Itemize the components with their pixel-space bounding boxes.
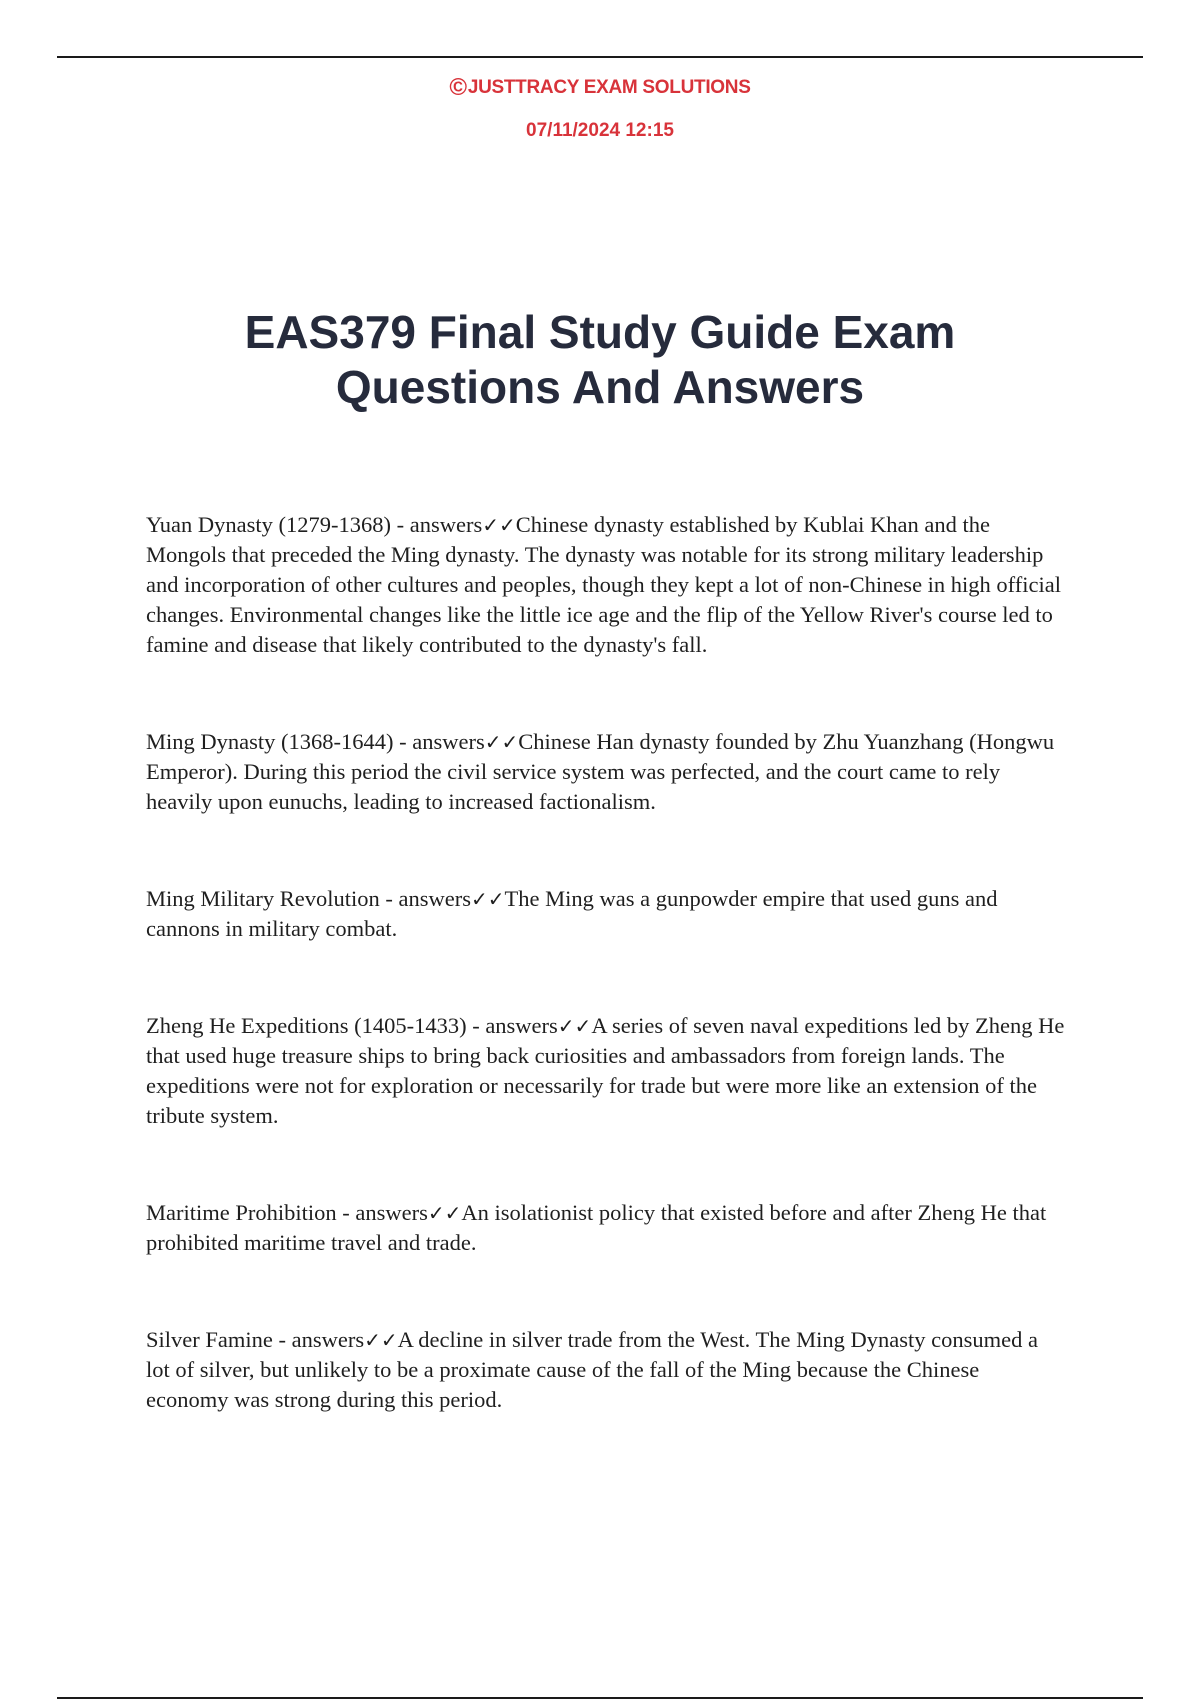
header-divider [57,56,1143,58]
entry-definition: The Ming was a gunpowder empire that used guns and cannons in military combat. [146,886,998,941]
checkmark-icon: ✓✓ [557,1014,592,1038]
qa-entry-ming-military-revolution: Ming Military Revolution - answers✓✓The Ming was a gunpowder empire that used guns and cannons in military combat. [146,886,998,941]
checkmark-icon: ✓✓ [482,513,516,537]
qa-entry-silver-famine: Silver Famine - answers✓✓A decline in silver trade from the West. The Ming Dynasty consumed a lot of silver, but unlikely to be a proximate cause of the fall of the Ming because the Chinese economy was strong during this period. [146,1327,1038,1412]
entry-term: Silver Famine [146,1327,273,1352]
entry-definition: An isolationist policy that existed before and after Zheng He that prohibited maritime travel and trade. [146,1200,1047,1255]
brand-text: JUSTTRACY EXAM SOLUTIONS [467,77,751,98]
title-line-2: Questions And Answers [335,361,865,413]
entry-term: Yuan Dynasty (1279-1368) [146,512,391,537]
entry-term: Zheng He Expeditions (1405-1433) [146,1013,467,1038]
entry-answer-label: answers [485,1013,558,1038]
qa-entry-ming-dynasty: Ming Dynasty (1368-1644) - answers✓✓Chinese Han dynasty founded by Zhu Yuanzhang (Hongwu Emperor). During this period the civil service system was perfected, and the court came to rely heavily upon eunuchs, leading to increased factionalism. [146,729,1055,814]
entry-definition: Chinese Han dynasty founded by Zhu Yuanzhang (Hongwu Emperor). During this period the civil service system was perfected, and the court came to rely heavily upon eunuchs, leading to increased factionalism. [146,729,1055,814]
checkmark-icon: ✓✓ [427,1201,462,1225]
entry-definition: A series of seven naval expeditions led by Zheng He that used huge treasure ships to bring back curiosities and ambassadors from foreign lands. The expeditions were not for exploration or necessarily for trade but were more like an extension of the tribute system. [146,1013,1065,1128]
entry-answer-label: answers [412,729,485,754]
watermark-brand [0,74,1200,102]
checkmark-icon: ✓✓ [364,1328,398,1352]
entry-answer-label: answers [291,1327,365,1352]
entry-definition: Chinese dynasty established by Kublai Khan and the Mongols that preceded the Ming dynasty. The dynasty was notable for its strong military leadership and incorporation of other cultures and peoples, though they kept a lot of non-Chinese in high official changes. Environmental changes like the little ice age and the flip of the Yellow River's course led to famine and disease that likely contributed to the dynasty's fall. [146,512,1061,657]
entry-term: Ming Dynasty (1368-1644) [146,729,394,754]
copyright-icon: © [449,74,467,101]
checkmark-icon: ✓✓ [470,887,505,911]
qa-entry-maritime-prohibition: Maritime Prohibition - answers✓✓An isolationist policy that existed before and after Zheng He that prohibited maritime travel and trade. [146,1200,1047,1255]
timestamp: 07/11/2024 12:15 [526,120,674,141]
document-title [100,305,1100,415]
entry-term: Maritime Prohibition [146,1200,337,1225]
qa-entry-yuan-dynasty: Yuan Dynasty (1279-1368) - answers✓✓Chinese dynasty established by Kublai Khan and the Mongols that preceded the Ming dynasty. The dynasty was notable for its strong military leadership and incorporation of other cultures and peoples, though they kept a lot of non-Chinese in high official changes. Environmental changes like the little ice age and the flip of the Yellow River's course led to famine and disease that likely contributed to the dynasty's fall. [146,512,1061,657]
checkmark-icon: ✓✓ [484,730,519,754]
entry-answer-label: answers [398,886,471,911]
qa-entry-zheng-he-expeditions: Zheng He Expeditions (1405-1433) - answers✓✓A series of seven naval expeditions led by Zheng He that used huge treasure ships to bring back curiosities and ambassadors from foreign lands. The expeditions were not for exploration or necessarily for trade but were more like an extension of the tribute system. [146,1013,1065,1128]
title-line-1: EAS379 Final Study Guide Exam [244,306,956,358]
entry-answer-label: answers [409,512,483,537]
entry-term: Ming Military Revolution [146,886,380,911]
entry-answer-label: answers [355,1200,428,1225]
entry-definition: A decline in silver trade from the West. The Ming Dynasty consumed a lot of silver, but unlikely to be a proximate cause of the fall of the Ming because the Chinese economy was strong during this period. [146,1327,1038,1412]
footer-divider [57,1697,1143,1699]
qa-list [146,510,1066,1482]
